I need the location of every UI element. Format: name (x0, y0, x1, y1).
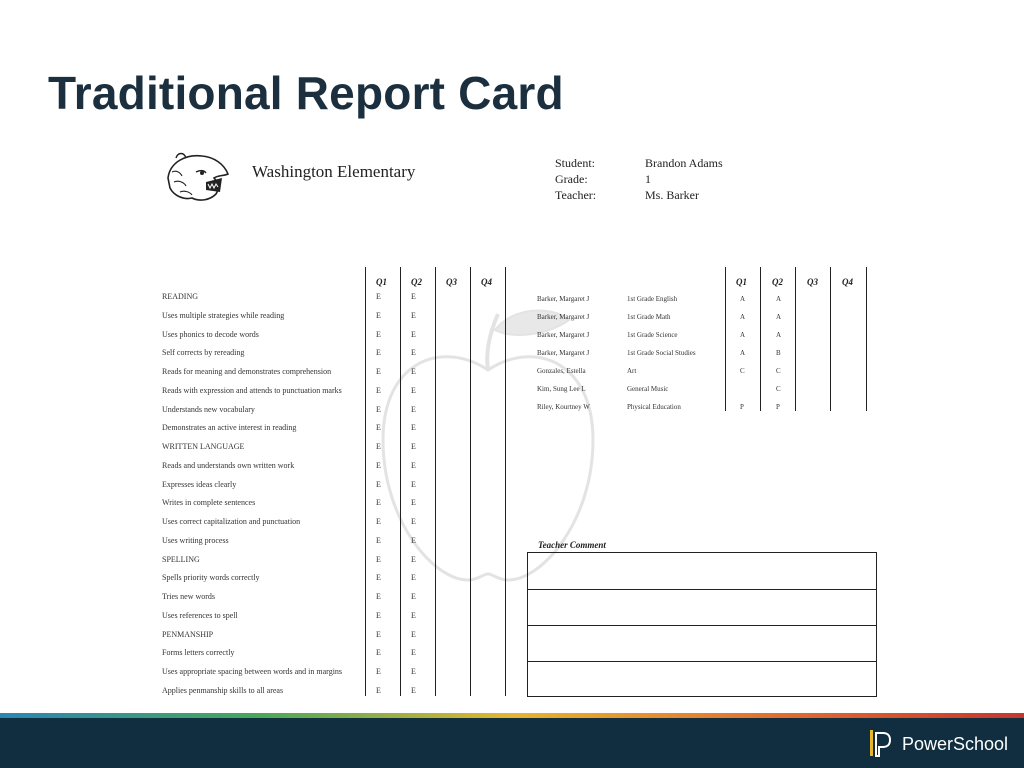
q1-grade: E (376, 292, 381, 301)
q2-grade: E (411, 498, 416, 508)
course-teacher: Riley, Kourtney W (537, 403, 590, 411)
skill-label: Applies penmanship skills to all areas (162, 685, 284, 695)
teacher-comment-box (527, 552, 877, 697)
q1-grade: E (376, 498, 381, 508)
course-name: Physical Education (627, 403, 681, 411)
q1-grade: E (376, 592, 381, 601)
course-name: 1st Grade Social Studies (627, 349, 696, 357)
left-header-q1: Q1 (376, 277, 387, 287)
course-header-q1: Q1 (736, 277, 747, 287)
q2-grade: E (411, 685, 416, 695)
course-teacher: Kim, Sung Lee L (537, 385, 586, 393)
course-q1-grade: A (740, 313, 746, 321)
course-name: Art (627, 367, 637, 375)
skill-label: Uses correct capitalization and punctuation (162, 517, 301, 526)
course-teacher: Barker, Margaret J (537, 295, 590, 303)
left-header-q3: Q3 (446, 277, 457, 287)
powerschool-brand-name: PowerSchool (902, 734, 1009, 754)
q1-grade: E (376, 367, 381, 376)
left-table-divider (400, 267, 401, 696)
course-q2-grade: C (776, 367, 781, 375)
course-table-divider (795, 267, 796, 411)
skill-label: WRITTEN LANGUAGE (162, 442, 245, 451)
teacher-value: Ms. Barker (645, 188, 699, 202)
left-table-border (505, 267, 506, 696)
q2-grade: E (411, 573, 416, 583)
course-teacher: Barker, Margaret J (537, 331, 590, 339)
q1-grade: E (376, 348, 381, 358)
q1-grade: E (376, 310, 381, 320)
course-name: General Music (627, 385, 669, 393)
q2-grade: E (411, 329, 416, 339)
q1-grade: E (376, 554, 381, 564)
q1-grade: E (376, 517, 381, 526)
course-table-border (866, 267, 867, 411)
q2-grade: E (411, 460, 416, 470)
teacher-label: Teacher: (555, 188, 597, 202)
student-label: Student: (555, 156, 596, 170)
course-q2-grade: A (776, 313, 782, 321)
school-name: Washington Elementary (252, 162, 416, 181)
skill-label: Demonstrates an active interest in reading (162, 423, 297, 433)
course-q2-grade: A (776, 331, 782, 339)
q1-grade: E (376, 460, 381, 470)
q2-grade: E (411, 592, 416, 601)
q2-grade: E (411, 404, 416, 414)
course-teacher: Barker, Margaret J (537, 349, 590, 357)
course-teacher: Gonzales, Estella (537, 367, 586, 375)
q1-grade: E (376, 610, 381, 620)
comment-box-divider (528, 589, 876, 590)
course-name: 1st Grade Science (627, 331, 678, 339)
skill-label: Uses writing process (162, 535, 229, 545)
q1-grade: E (376, 629, 381, 639)
q1-grade: E (376, 667, 381, 676)
skill-label: Expresses ideas clearly (162, 479, 237, 489)
skill-label: SPELLING (162, 554, 200, 564)
course-table-border (725, 267, 726, 411)
student-name: Brandon Adams (645, 156, 723, 170)
q2-grade: E (411, 385, 416, 395)
skill-label: READING (162, 292, 198, 301)
course-q1-grade: C (740, 367, 745, 375)
q1-grade: E (376, 423, 381, 433)
course-header-q2: Q2 (772, 277, 783, 287)
course-q1-grade: P (740, 403, 744, 411)
skill-label: Forms letters correctly (162, 648, 235, 658)
course-q2-grade: C (776, 385, 781, 393)
slide-title: Traditional Report Card (48, 67, 564, 119)
course-table-divider (760, 267, 761, 411)
skill-label: Writes in complete sentences (162, 498, 256, 508)
left-table-divider (470, 267, 471, 696)
comment-box-divider (528, 661, 876, 662)
skill-label: PENMANSHIP (162, 629, 214, 639)
course-q1-grade: A (740, 331, 746, 339)
course-q2-grade: B (776, 349, 781, 357)
skill-label: Tries new words (162, 592, 216, 601)
left-header-q4: Q4 (481, 277, 492, 287)
course-header-q4: Q4 (842, 277, 853, 287)
skill-label: Uses multiple strategies while reading (162, 310, 285, 320)
q1-grade: E (376, 329, 381, 339)
course-table-divider (830, 267, 831, 411)
left-table-divider (435, 267, 436, 696)
q1-grade: E (376, 573, 381, 583)
skill-label: Understands new vocabulary (162, 404, 255, 414)
course-teacher: Barker, Margaret J (537, 313, 590, 321)
grade-label: Grade: (555, 172, 588, 186)
q1-grade: E (376, 442, 381, 451)
q2-grade: E (411, 535, 416, 545)
skill-label: Uses references to spell (162, 610, 238, 620)
report-card (158, 140, 878, 700)
skill-label: Reads for meaning and demonstrates comprehension (162, 367, 332, 376)
q2-grade: E (411, 292, 416, 301)
q2-grade: E (411, 423, 416, 433)
q2-grade: E (411, 629, 416, 639)
q1-grade: E (376, 685, 381, 695)
powerschool-logo-icon (869, 729, 891, 757)
q2-grade: E (411, 554, 416, 564)
grade-value: 1 (645, 172, 651, 186)
q2-grade: E (411, 348, 416, 358)
q2-grade: E (411, 310, 416, 320)
skill-label: Uses appropriate spacing between words and in margins (162, 667, 343, 676)
q2-grade: E (411, 517, 416, 526)
skill-label: Uses phonics to decode words (162, 329, 259, 339)
course-name: 1st Grade English (627, 295, 678, 303)
course-name: 1st Grade Math (627, 313, 671, 321)
q1-grade: E (376, 385, 381, 395)
course-q2-grade: P (776, 403, 780, 411)
course-q1-grade: A (740, 295, 746, 303)
course-q1-grade: A (740, 349, 746, 357)
skill-label: Self corrects by rereading (162, 348, 245, 358)
q2-grade: E (411, 648, 416, 658)
skill-label: Reads and understands own written work (162, 460, 295, 470)
panther-mascot-logo (162, 148, 232, 206)
q2-grade: E (411, 479, 416, 489)
left-header-q2: Q2 (411, 277, 422, 287)
q1-grade: E (376, 479, 381, 489)
q2-grade: E (411, 667, 416, 676)
course-header-q3: Q3 (807, 277, 818, 287)
teacher-comment-label: Teacher Comment (538, 540, 606, 550)
q2-grade: E (411, 610, 416, 620)
q2-grade: E (411, 367, 416, 376)
q1-grade: E (376, 648, 381, 658)
skill-label: Spells priority words correctly (162, 573, 260, 583)
skill-label: Reads with expression and attends to punctuation marks (162, 385, 342, 395)
course-q2-grade: A (776, 295, 782, 303)
q1-grade: E (376, 535, 381, 545)
q2-grade: E (411, 442, 416, 451)
left-table-border (365, 267, 366, 696)
comment-box-divider (528, 625, 876, 626)
q1-grade: E (376, 404, 381, 414)
